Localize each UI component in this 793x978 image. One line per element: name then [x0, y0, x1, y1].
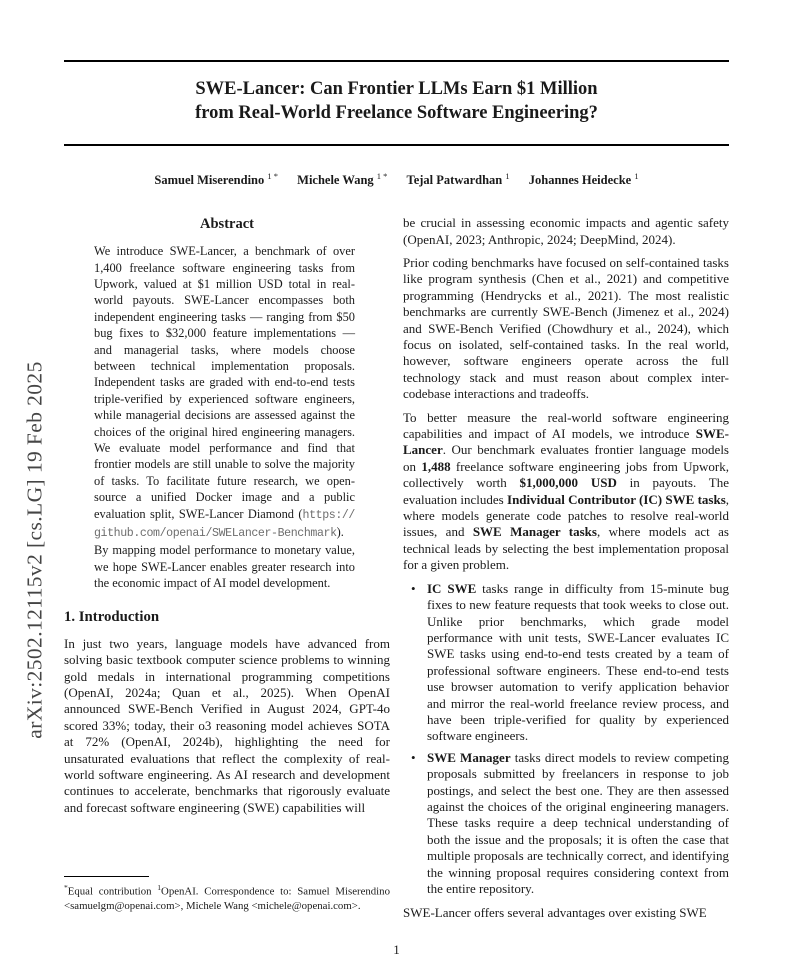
abstract-heading: Abstract [200, 216, 254, 233]
text-segment: To better measure the real-world software engineering capabilities and impact of AI models, we introduce [403, 409, 729, 442]
author [407, 173, 510, 187]
author [529, 173, 639, 187]
footnote-text [64, 881, 390, 913]
text-segment: OpenAI. Correspondence to: Samuel Miserendino <samuelgm@openai.com>, Michele Wang <michele@openai.com>. [64, 885, 390, 912]
github-link[interactable]: https://github.com/openai/SWELancer-Benchmark [94, 508, 355, 541]
text-segment: Equal contribution [67, 885, 158, 898]
paragraph: SWE-Lancer offers several advantages over existing SWE [403, 905, 707, 921]
arxiv-watermark: arXiv:2502.12115v2 [cs.LG] 19 Feb 2025 [22, 361, 47, 739]
paragraph: be crucial in assessing economic impacts and agentic safety (OpenAI, 2023; Anthropic, 2024; DeepMind, 2024). [403, 215, 729, 247]
author-affiliation-sup: 1 * [376, 171, 388, 181]
column-right [403, 215, 730, 921]
title-line-2: from Real-World Freelance Software Engineering? [195, 103, 598, 123]
author-list [64, 171, 729, 188]
text-segment: ). By mapping model performance to monetary value, we hope SWE-Lancer enables greater research into the economic impact of AI model development. [94, 525, 355, 591]
bullet-text [427, 750, 729, 898]
text-segment: IC SWE [427, 580, 477, 596]
bullet-icon: • [411, 580, 416, 596]
author-name: Johannes Heidecke [528, 173, 632, 188]
text-segment: Individual Contributor (IC) SWE tasks [507, 491, 726, 507]
page-number: 1 [393, 942, 400, 957]
text-segment: freelance software engineering jobs from Upwork, collectively worth [403, 458, 730, 491]
author-name: Michele Wang [297, 173, 374, 188]
footnote [64, 876, 390, 913]
text-segment: SWE Manager tasks [472, 524, 597, 540]
text-segment: SWE-Lancer [403, 426, 729, 458]
author-name: Tejal Patwardhan [406, 173, 503, 188]
intro-paragraph: In just two years, language models have advanced from solving basic textbook computer science problems to winning gold medals in international programming competitions (OpenAI, 2024a; Quan et al., 2025). When OpenAI announced SWE-Bench Verified in August 2024, GPT-4o scored 33%; today, their o3 reasoning model achieves SOTA at 72% (OpenAI, 2024b), highlighting the need for unsaturated evaluations that reflect the complexity of real-world software engineering. As AI research and development continues to accelerate, benchmarks that rigorously evaluate and forecast software engineering (SWE) capabilities will [64, 635, 390, 815]
author-affiliation-sup: 1 [505, 171, 510, 181]
text-segment: $1,000,000 USD [519, 475, 617, 491]
author-affiliation-sup: 1 [634, 171, 639, 181]
bullet-item [411, 750, 729, 898]
paper-content [64, 0, 730, 921]
column-left [64, 215, 390, 917]
abstract-text [94, 243, 355, 592]
abstract-section [64, 216, 390, 592]
section-heading-introduction: 1. Introduction [64, 608, 160, 625]
author [154, 173, 278, 187]
text-segment: in payouts. The evaluation includes [403, 475, 729, 507]
text-segment: , where models act as technical leads by selecting the best implementation proposal for a given problem. [403, 524, 729, 573]
bullet-icon: • [411, 749, 416, 765]
bullet-list [403, 581, 729, 898]
paragraph [403, 410, 729, 574]
title-rule-bottom [64, 144, 729, 146]
title-line-1: SWE-Lancer: Can Frontier LLMs Earn $1 Million [195, 79, 598, 99]
bullet-item [411, 581, 729, 745]
text-segment: tasks direct models to review competing proposals submitted by freelancers in response to job postings, and select the best one. They are then assessed against the choices of the original engineering managers. These tasks require a deep technical understanding of both the issue and the proposals; it is often the case that multiple proposals are technically correct, and identifying the winning proposal requires considering context from the entire repository. [427, 749, 729, 896]
text-segment: . Our benchmark evaluates frontier language models on [403, 442, 729, 474]
two-column-body [64, 215, 730, 921]
author [297, 173, 387, 187]
author-affiliation-sup: 1 * [267, 171, 279, 181]
text-segment: , where models generate code patches to resolve real-world issues, and [403, 491, 730, 540]
text-segment: We introduce SWE-Lancer, a benchmark of over 1,400 freelance software engineering tasks from Upwork, valued at $1 million USD total in real-world payouts. SWE-Lancer encompasses both independent engineering tasks — ranging from $50 bug fixes to $32,000 feature implementations — and managerial tasks, where models choose between technical implementation proposals. Independent tasks are graded with end-to-end tests triple-verified by experienced software engineers, while managerial decisions are assessed against the choices of the original hired engineering managers. We evaluate model performance and find that frontier models are still unable to solve the majority of tasks. To facilitate future research, we open-source a unified Docker image and a public evaluation split, SWE-Lancer Diamond ( [94, 244, 355, 521]
author-name: Samuel Miserendino [154, 173, 265, 188]
text-segment: * [64, 883, 68, 893]
text-segment: SWE Manager [427, 749, 511, 765]
title-rule-top [64, 60, 729, 62]
text-segment: tasks range in difficulty from 15-minute bug fixes to new feature requests that took weeks to close out. Unlike prior benchmarks, which grade model performance with unit tests, SWE-Lancer evaluates IC SWE tasks using end-to-end tests created by a team of professional software engineers. These end-to-end tests use browser automation to verify application behavior and mirror the real-world freelance review process, and have been triple-verified for quality by experienced software engineers. [427, 580, 729, 744]
text-segment: 1,488 [421, 458, 451, 474]
footnote-rule [64, 876, 149, 877]
paper-title [64, 77, 729, 125]
bullet-text [427, 581, 729, 745]
text-segment: 1 [157, 883, 162, 893]
paragraph: Prior coding benchmarks have focused on self-contained tasks like program synthesis (Chen et al., 2021) and competitive programming (Hendrycks et al., 2021). The most realistic benchmarks are currently SWE-Bench (Jimenez et al., 2024) and SWE-Bench Verified (Chowdhury et al., 2024), which focus on isolated, self-contained tasks. In the real world, however, software engineers operate across the full technology stack and must reason about complex inter-codebase interactions and tradeoffs. [403, 254, 729, 402]
